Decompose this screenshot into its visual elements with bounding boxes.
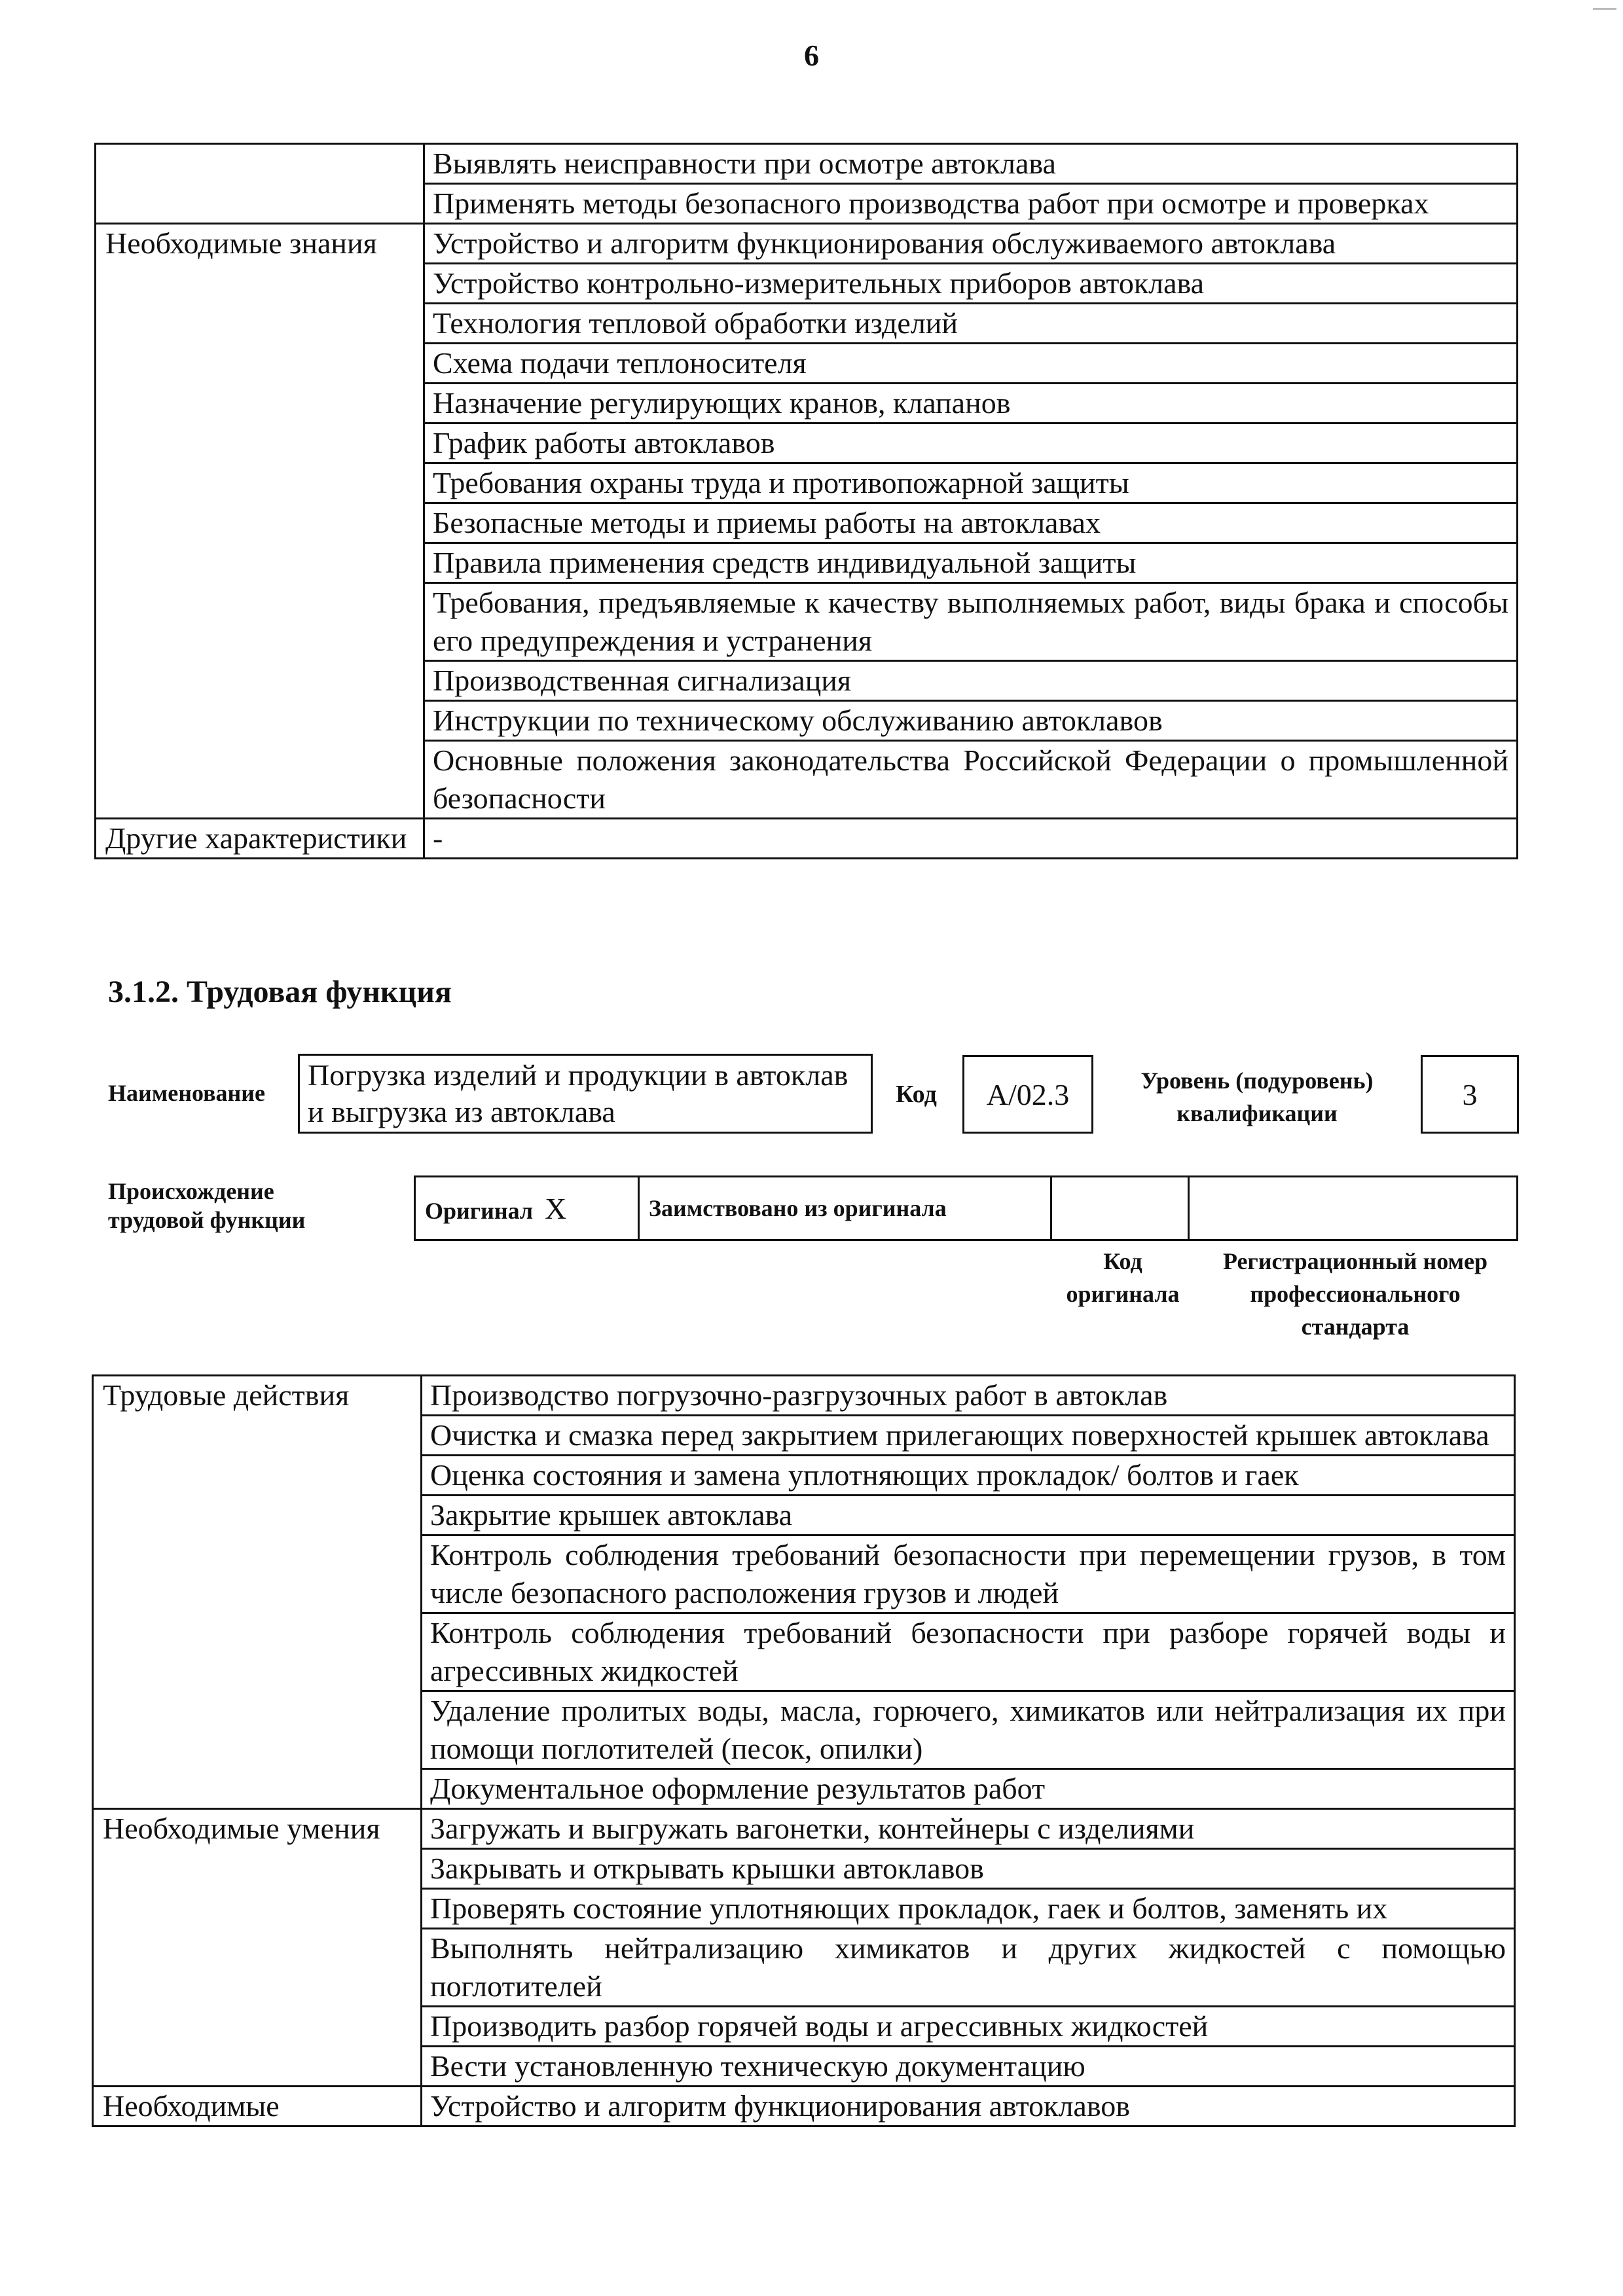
- table-row: [93, 1809, 1515, 1849]
- table-row: [96, 819, 1518, 859]
- row-item: Выявлять неисправности при осмотре автоклава: [424, 144, 1518, 184]
- row-item: Закрывать и открывать крышки автоклавов: [422, 1849, 1515, 1889]
- row-item: Контроль соблюдения требований безопасности при разборе горячей воды и агрессивных жидкостей: [422, 1613, 1515, 1691]
- row-label: Необходимые: [93, 2087, 422, 2126]
- table-row: [96, 144, 1518, 184]
- row-label: [96, 144, 424, 224]
- row-item: Основные положения законодательства Российской Федерации о промышленной безопасности: [424, 741, 1518, 819]
- page-number: 6: [804, 39, 819, 72]
- original-code-cell: [1051, 1177, 1189, 1240]
- row-item: Технология тепловой обработки изделий: [424, 304, 1518, 344]
- row-item: Требования охраны труда и противопожарной защиты: [424, 463, 1518, 503]
- row-item: Контроль соблюдения требований безопасности при перемещении грузов, в том числе безопасного расположения грузов и людей: [422, 1535, 1515, 1613]
- table-row: [96, 224, 1518, 264]
- table-row: [93, 1376, 1515, 1416]
- origin-table: [414, 1175, 1518, 1241]
- origin-label: Происхождение трудовой функции: [108, 1178, 306, 1233]
- row-item: -: [424, 819, 1518, 859]
- section-title: 3.1.2. Трудовая функция: [108, 975, 452, 1009]
- row-item: Правила применения средств индивидуальной защиты: [424, 543, 1518, 583]
- row-item: Закрытие крышек автоклава: [422, 1496, 1515, 1535]
- row-item: Инструкции по техническому обслуживанию автоклавов: [424, 701, 1518, 741]
- registration-number-cell: [1189, 1177, 1518, 1240]
- row-item: Очистка и смазка перед закрытием прилегающих поверхностей крышек автоклава: [422, 1416, 1515, 1456]
- row-item: Документальное оформление результатов работ: [422, 1769, 1515, 1809]
- row-item: Безопасные методы и приемы работы на автоклавах: [424, 503, 1518, 543]
- row-item: Производственная сигнализация: [424, 661, 1518, 701]
- row-item: Вести установленную техническую документацию: [422, 2047, 1515, 2087]
- row-label: Трудовые действия: [93, 1376, 422, 1809]
- row-item: Устройство контрольно-измерительных приборов автоклава: [424, 264, 1518, 304]
- row-item: Устройство и алгоритм функционирования обслуживаемого автоклава: [424, 224, 1518, 264]
- row-item: Оценка состояния и замена уплотняющих прокладок/ болтов и гаек: [422, 1456, 1515, 1496]
- function-name-box: Погрузка изделий и продукции в автоклав и выгрузка из автоклава: [298, 1054, 873, 1134]
- row-item: Требования, предъявляемые к качеству выполняемых работ, виды брака и способы его предупреждения и устранения: [424, 583, 1518, 661]
- row-label: Другие характеристики: [96, 819, 424, 859]
- row-item: Назначение регулирующих кранов, клапанов: [424, 384, 1518, 423]
- code-label: Код: [896, 1081, 937, 1108]
- level-label: Уровень (подуровень) квалификации: [1140, 1067, 1374, 1126]
- page-edge-mark: [1593, 8, 1616, 10]
- row-item: Проверять состояние уплотняющих прокладок, гаек и болтов, заменять их: [422, 1889, 1515, 1929]
- row-item: Производить разбор горячей воды и агрессивных жидкостей: [422, 2007, 1515, 2047]
- original-code-caption: Код оригинала: [1066, 1248, 1180, 1307]
- table-row: [93, 2087, 1515, 2126]
- row-item: Выполнять нейтрализацию химикатов и других жидкостей с помощью поглотителей: [422, 1929, 1515, 2007]
- row-item: Загружать и выгружать вагонетки, контейнеры с изделиями: [422, 1809, 1515, 1849]
- row-label: Необходимые умения: [93, 1809, 422, 2087]
- qualification-level-box: 3: [1421, 1055, 1519, 1134]
- row-item: Устройство и алгоритм функционирования автоклавов: [422, 2087, 1515, 2126]
- requirements-table-continued: [94, 143, 1518, 859]
- borrowed-cell: Заимствовано из оригинала: [639, 1177, 1051, 1240]
- original-label: Оригинал: [425, 1197, 534, 1224]
- original-mark: X: [545, 1191, 567, 1225]
- labor-function-table: [92, 1374, 1516, 2127]
- name-label: Наименование: [108, 1080, 265, 1106]
- function-code-box: А/02.3: [962, 1055, 1093, 1134]
- row-label: Необходимые знания: [96, 224, 424, 819]
- original-cell: [415, 1177, 639, 1240]
- row-item: График работы автоклавов: [424, 423, 1518, 463]
- row-item: Производство погрузочно-разгрузочных работ в автоклав: [422, 1376, 1515, 1416]
- registration-number-caption: Регистрационный номер профессионального стандарта: [1222, 1248, 1488, 1340]
- row-item: Удаление пролитых воды, масла, горючего, химикатов или нейтрализация их при помощи поглотителей (песок, опилки): [422, 1691, 1515, 1769]
- row-item: Схема подачи теплоносителя: [424, 344, 1518, 384]
- row-item: Применять методы безопасного производства работ при осмотре и проверках: [424, 184, 1518, 224]
